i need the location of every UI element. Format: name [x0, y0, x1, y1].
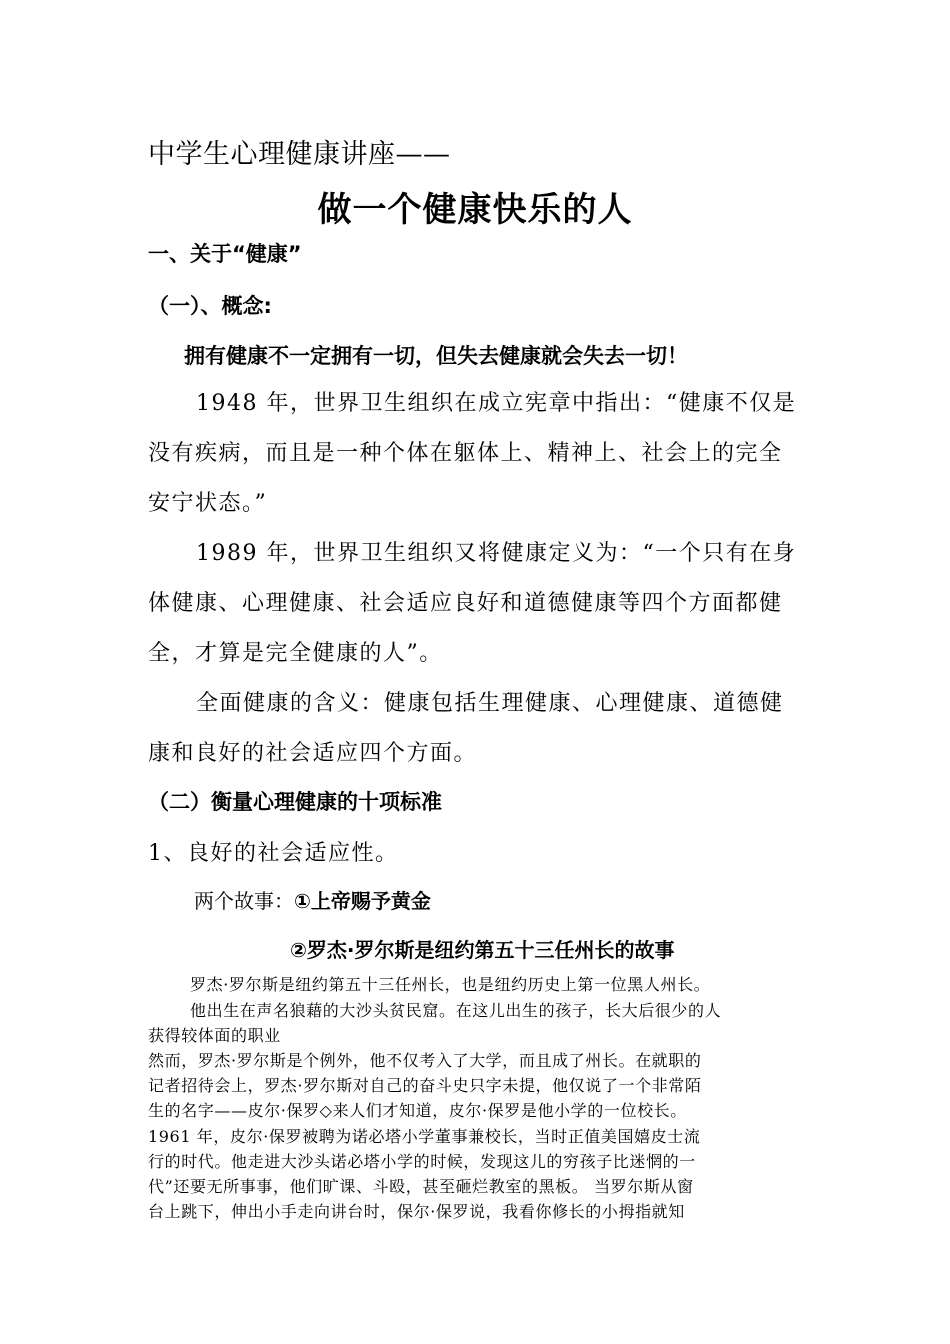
story-text-line: 1961 年，皮尔·保罗被聘为诺必塔小学董事兼校长，当时正值美国嬉皮士流: [148, 1127, 701, 1146]
stories-line: [194, 885, 431, 914]
story-text-line: 台上跳下，伸出小手走向讲台时，保尔·保罗说，我看你修长的小拇指就知: [148, 1202, 685, 1221]
paragraph-holistic-health-line: 康和良好的社会适应四个方面。: [148, 741, 478, 766]
document-title: 做一个健康快乐的人: [317, 190, 633, 230]
section-heading-health: 一、关于“健康”: [148, 242, 302, 266]
story-text-line: 记者招待会上，罗杰·罗尔斯对自己的奋斗史只字未提，他仅说了一个非常陌: [148, 1076, 702, 1095]
paragraph-1989-line: 体健康、心理健康、社会适应良好和道德健康等四个方面都健: [148, 591, 783, 616]
subsection-heading-ten-standards: （二）衡量心理健康的十项标准: [148, 790, 442, 814]
story-2-title: ②罗杰·罗尔斯是纽约第五十三任州长的故事: [290, 938, 675, 962]
story-text-line: 行的时代。他走进大沙头诺必塔小学的时候，发现这儿的穷孩子比迷惘的一: [148, 1152, 696, 1171]
standard-item-1: 1、良好的社会适应性。: [148, 841, 399, 866]
story-text-line: 生的名字——皮尔·保罗◇来人们才知道，皮尔·保罗是他小学的一位校长。: [148, 1101, 687, 1120]
subsection-heading-concept: （一）、概念:: [148, 294, 272, 318]
paragraph-1948-line: 1948 年，世界卫生组织在成立宪章中指出：“健康不仅是: [196, 391, 797, 416]
story-text-line: 然而，罗杰·罗尔斯是个例外，他不仅考入了大学，而且成了州长。在就职的: [148, 1051, 702, 1070]
story-text-line: 罗杰·罗尔斯是纽约第五十三任州长，也是纽约历史上第一位黑人州长。: [190, 975, 711, 994]
paragraph-1948-line: 没有疾病，而且是一种个体在躯体上、精神上、社会上的完全: [148, 441, 783, 466]
stories-prefix: 两个故事：: [194, 889, 294, 913]
story-1-title: ①上帝赐予黄金: [294, 889, 431, 913]
lecture-subtitle: 中学生心理健康讲座——: [148, 139, 451, 170]
story-text-line: 代”还要无所事事，他们旷课、斗殴，甚至砸烂教室的黑板。 当罗尔斯从窗: [148, 1177, 694, 1196]
paragraph-1989-line: 1989 年，世界卫生组织又将健康定义为：“一个只有在身: [196, 541, 797, 566]
paragraph-1989-line: 全，才算是完全健康的人”。: [148, 641, 443, 666]
story-text-line: 他出生在声名狼藉的大沙头贫民窟。在这儿出生的孩子，长大后很少的人: [190, 1001, 722, 1020]
story-text-line: 获得较体面的职业: [148, 1026, 281, 1045]
paragraph-holistic-health-line: 全面健康的含义：健康包括生理健康、心理健康、道德健: [196, 691, 784, 716]
paragraph-1948-line: 安宁状态。”: [148, 491, 268, 516]
health-motto: 拥有健康不一定拥有一切，但失去健康就会失去一切！: [184, 344, 688, 368]
